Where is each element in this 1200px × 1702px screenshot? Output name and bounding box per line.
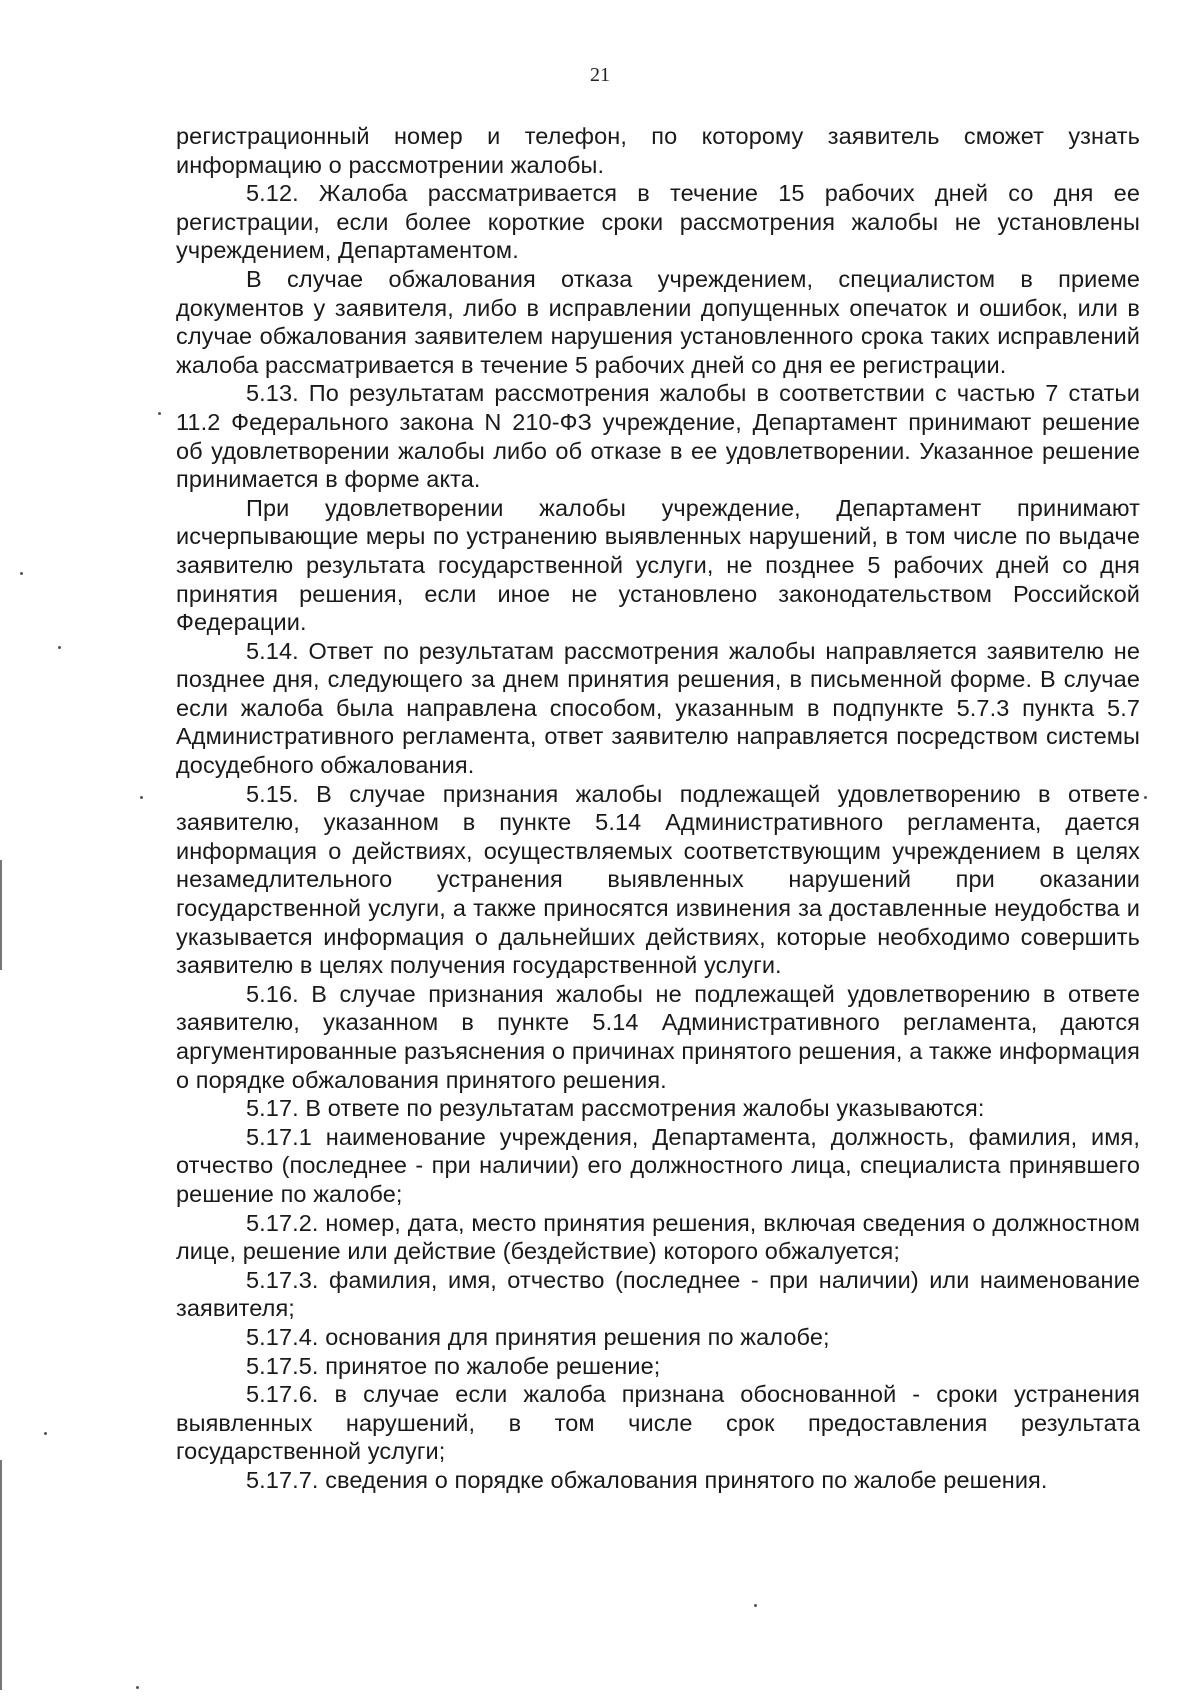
page-number: 21 [590,64,610,86]
paragraph: 5.17.2. номер, дата, место принятия решения, включая сведения о должностном лице, решение или действие (бездействие) которого обжалуется; [176,1209,1140,1265]
paragraph: 5.15. В случае признания жалобы подлежащей удовлетворению в ответе заявителю, указанном в пункте 5.14 Административного регламента, дается информация о действиях, осуществляемых соответствующим учреждением в целях незамедлительного устранения выявленных нарушений при оказании государственной услуги, а также приносятся извинения за доставленные неудобства и указывается информация о дальнейших действиях, которые необходимо совершить заявителю в целях получения государственной услуги. [176,780,1140,979]
scan-speck [136,1686,139,1689]
scan-speck [58,646,61,649]
paragraph: 5.17.1 наименование учреждения, Департамента, должность, фамилия, имя, отчество (последнее - при наличии) его должностного лица, специалиста принявшего решение по жалобе; [176,1123,1140,1207]
paragraph: 5.13. По результатам рассмотрения жалобы в соответствии с частью 7 статьи 11.2 Федерального закона N 210-ФЗ учреждение, Департамент принимают решение об удовлетворении жалобы либо об отказе в ее удовлетворении. Указанное решение принимается в форме акта. [176,380,1140,493]
paragraph: 5.14. Ответ по результатам рассмотрения жалобы направляется заявителю не позднее дня, следующего за днем принятия решения, в письменной форме. В случае если жалоба была направлена способом, указанным в подпункте 5.7.3 пункта 5.7 Административного регламента, ответ заявителю направляется посредством системы досудебного обжалования. [176,637,1140,779]
paragraph: 5.17.6. в случае если жалоба признана обоснованной - сроки устранения выявленных нарушений, в том числе срок предоставления результата государственной услуги; [176,1381,1140,1465]
paragraph: В случае обжалования отказа учреждением, специалистом в приеме документов у заявителя, либо в исправлении допущенных опечаток и ошибок, или в случае обжалования заявителем нарушения установленного срока таких исправлений жалоба рассматривается в течение 5 рабочих дней со дня ее регистрации. [176,265,1140,378]
paragraph: 5.16. В случае признания жалобы не подлежащей удовлетворению в ответе заявителю, указанном в пункте 5.14 Административного регламента, даются аргументированные разъяснения о причинах принятого решения, а также информация о порядке обжалования принятого решения. [176,980,1140,1093]
scan-speck [44,1432,47,1435]
paragraph: 5.12. Жалоба рассматривается в течение 15 рабочих дней со дня ее регистрации, если более короткие сроки рассмотрения жалобы не установлены учреждением, Департаментом. [176,180,1140,264]
paragraph: 5.17.5. принятое по жалобе решение; [246,1352,661,1379]
scan-speck [140,796,143,799]
document-body [176,122,1140,1495]
scan-speck [754,1604,757,1607]
paragraph: 5.17. В ответе по результатам рассмотрения жалобы указываются: [246,1095,985,1122]
paragraph: При удовлетворении жалобы учреждение, Департамент принимают исчерпывающие меры по устранению выявленных нарушений, в том числе по выдаче заявителю результата государственной услуги, не позднее 5 рабочих дней со дня принятия решения, если иное не установлено законодательством Российской Федерации. [176,494,1140,636]
paragraph: 5.17.4. основания для принятия решения по жалобе; [246,1323,830,1350]
scan-speck [1144,796,1147,799]
scan-speck [20,572,23,575]
scan-speck [158,412,161,415]
paragraph: регистрационный номер и телефон, по которому заявитель сможет узнать информацию о рассмотрении жалобы. [176,123,1140,178]
scan-edge-mark [0,1460,2,1690]
paragraph: 5.17.7. сведения о порядке обжалования принятого по жалобе решения. [246,1466,1048,1493]
paragraph: 5.17.3. фамилия, имя, отчество (последнее - при наличии) или наименование заявителя; [176,1266,1140,1322]
scan-edge-mark [0,860,2,970]
